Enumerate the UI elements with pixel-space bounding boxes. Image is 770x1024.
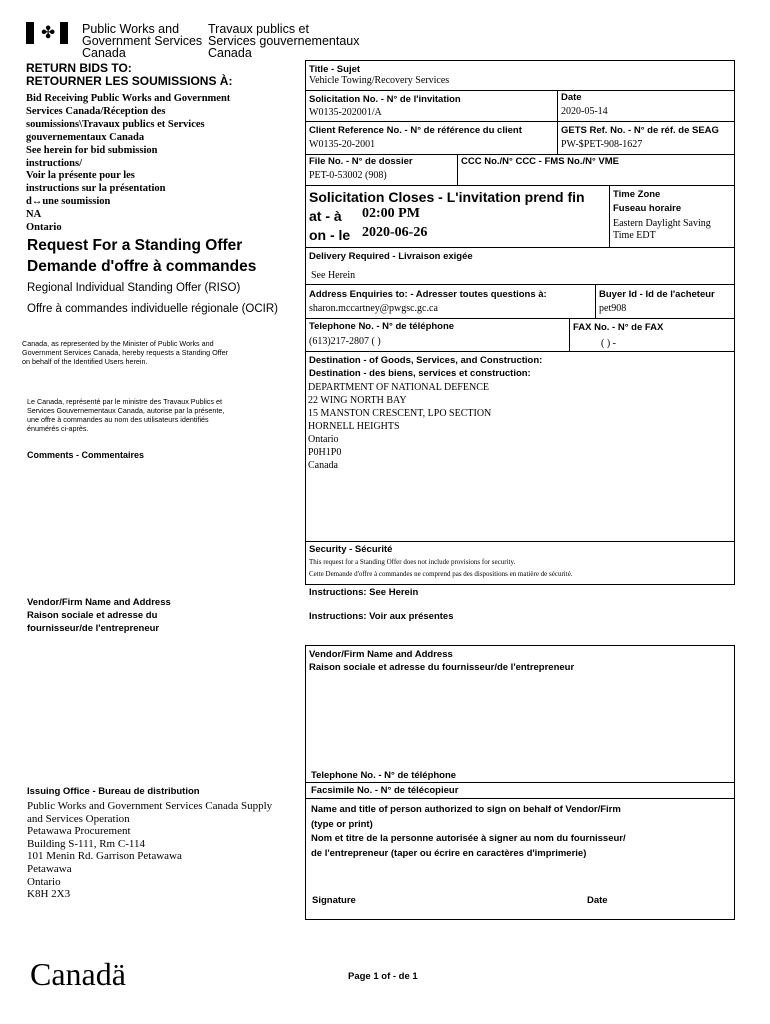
request-note-en: Canada, as represented by the Minister of Public Works and Government Services Canada, hereby requests a Standing Offer on behalf of the Identified Users herein. [22, 339, 229, 366]
canada-flag-icon [26, 22, 68, 44]
delivery-required-value: See Herein [311, 270, 356, 281]
department-name-en: Public Works and Government Services Canada [82, 22, 203, 60]
file-no-label: File No. - N° de dossier [309, 156, 413, 167]
fax-value: ( ) - [601, 338, 616, 349]
issuing-office-label: Issuing Office - Bureau de distribution [27, 786, 200, 797]
date-label: Date [561, 92, 582, 103]
client-reference-value: W0135-20-2001 [309, 139, 376, 150]
file-no-value: PET-0-53002 (908) [309, 170, 387, 181]
vendor-facsimile-label: Facsimile No. - N° de télécopieur [311, 785, 459, 796]
telephone-value: (613)217-2807 ( ) [309, 336, 381, 347]
security-text-en: This request for a Standing Offer does not include provisions for security. [309, 558, 516, 566]
closes-at-value: 02:00 PM [362, 206, 420, 221]
maple-leaf-icon: ✤ [41, 23, 56, 42]
client-reference-label: Client Reference No. - N° de référence du client [309, 125, 522, 136]
enquiries-label: Address Enquiries to: - Adresser toutes questions à: [309, 289, 547, 300]
gets-ref-label: GETS Ref. No. - N° de réf. de SEAG [561, 125, 719, 136]
telephone-label: Telephone No. - N° de téléphone [309, 321, 455, 332]
security-label: Security - Sécurité [309, 544, 393, 555]
return-bids-title: RETURN BIDS TO: RETOURNER LES SOUMISSIONS À: [26, 61, 233, 88]
enquiries-email[interactable]: sharon.mccartney@pwgsc.gc.ca [309, 303, 438, 314]
ocir-label: Offre à commandes individuelle régionale (OCIR) [27, 303, 278, 315]
title-label: Title - Sujet [309, 64, 361, 75]
time-zone-label: Time Zone Fuseau horaire [613, 189, 682, 214]
request-note-fr: Le Canada, représenté par le ministre des Travaux Publics et Services Gouvernementaux Canada, autorise par la présente, une offre à commandes au nom des utilisateurs identifiés énumérés ci-après. [27, 397, 225, 433]
title-value: Vehicle Towing/Recovery Services [309, 75, 450, 86]
riso-label: Regional Individual Standing Offer (RISO) [27, 282, 241, 294]
time-zone-value: Eastern Daylight Saving Time EDT [613, 218, 711, 241]
rfso-title: Request For a Standing Offer Demande d'offre à commandes [27, 237, 257, 275]
instructions-fr: Instructions: Voir aux présentes [309, 611, 454, 622]
instructions-en: Instructions: See Herein [309, 587, 419, 598]
closes-at-label: at - à [309, 208, 342, 224]
security-text-fr: Cette Demande d'offre à commandes ne comprend pas des dispositions en matière de sécurité. [309, 570, 573, 578]
authorized-person-label: Name and title of person authorized to sign on behalf of Vendor/Firm (type or print) Nom et titre de la personne autorisée à signer au nom du fournisseur/ de l'entrepreneur (taper ou écrire en caractères d'imprimerie) [311, 804, 626, 859]
comments-label: Comments - Commentaires [27, 450, 145, 460]
gets-ref-value: PW-$PET-908-1627 [561, 139, 643, 150]
signature-date-label: Date [587, 895, 608, 906]
return-bids-address: Bid Receiving Public Works and Government Services Canada/Réception des soumissions\Travaux publics et Services gouvernementaux Canada See herein for bid submission instructions/ Voir la présente pour les instructions sur la présentation d↔une soumission NA Ontario [26, 93, 231, 230]
solicitation-no-value: W0135-202001/A [309, 107, 382, 118]
vendor-address-label: Vendor/Firm Name and Address Raison sociale et adresse du fournisseur/de l'entrepreneur [27, 597, 171, 634]
ccc-no-label: CCC No./N° CCC - FMS No./N° VME [461, 156, 620, 167]
department-name-fr: Travaux publics et Services gouvernementaux Canada [208, 22, 360, 60]
buyer-id-value: pet908 [599, 303, 627, 314]
buyer-id-label: Buyer Id - Id de l'acheteur [599, 289, 715, 300]
destination-label: Destination - of Goods, Services, and Construction: Destination - des biens, services et construction: [309, 355, 543, 379]
signature-label: Signature [312, 895, 356, 906]
vendor-telephone-label: Telephone No. - N° de téléphone [311, 770, 457, 781]
fax-label: FAX No. - N° de FAX [573, 322, 664, 333]
destination-address: DEPARTMENT OF NATIONAL DEFENCE 22 WING NORTH BAY 15 MANSTON CRESCENT, LPO SECTION HORNELL HEIGHTS Ontario P0H1P0 Canada [308, 382, 492, 471]
solicitation-closes-label: Solicitation Closes - L'invitation prend fin [309, 189, 585, 205]
closes-on-label: on - le [309, 227, 351, 243]
closes-on-value: 2020-06-26 [362, 225, 428, 240]
issuing-office-address: Public Works and Government Services Canada Supply and Services Operation Petawawa Procurement Building S-111, Rm C-114 101 Menin Rd. Garrison Petawawa Petawawa Ontario K8H 2X3 [27, 800, 273, 901]
vendor-box-label: Vendor/Firm Name and Address Raison sociale et adresse du fournisseur/de l'entrepreneur [309, 649, 575, 673]
solicitation-no-label: Solicitation No. - N° de l'invitation [309, 94, 461, 105]
canada-wordmark: Canadä [30, 956, 126, 992]
page-number: Page 1 of - de 1 [348, 971, 418, 982]
delivery-required-label: Delivery Required - Livraison exigée [309, 251, 473, 262]
date-value: 2020-05-14 [561, 106, 608, 117]
